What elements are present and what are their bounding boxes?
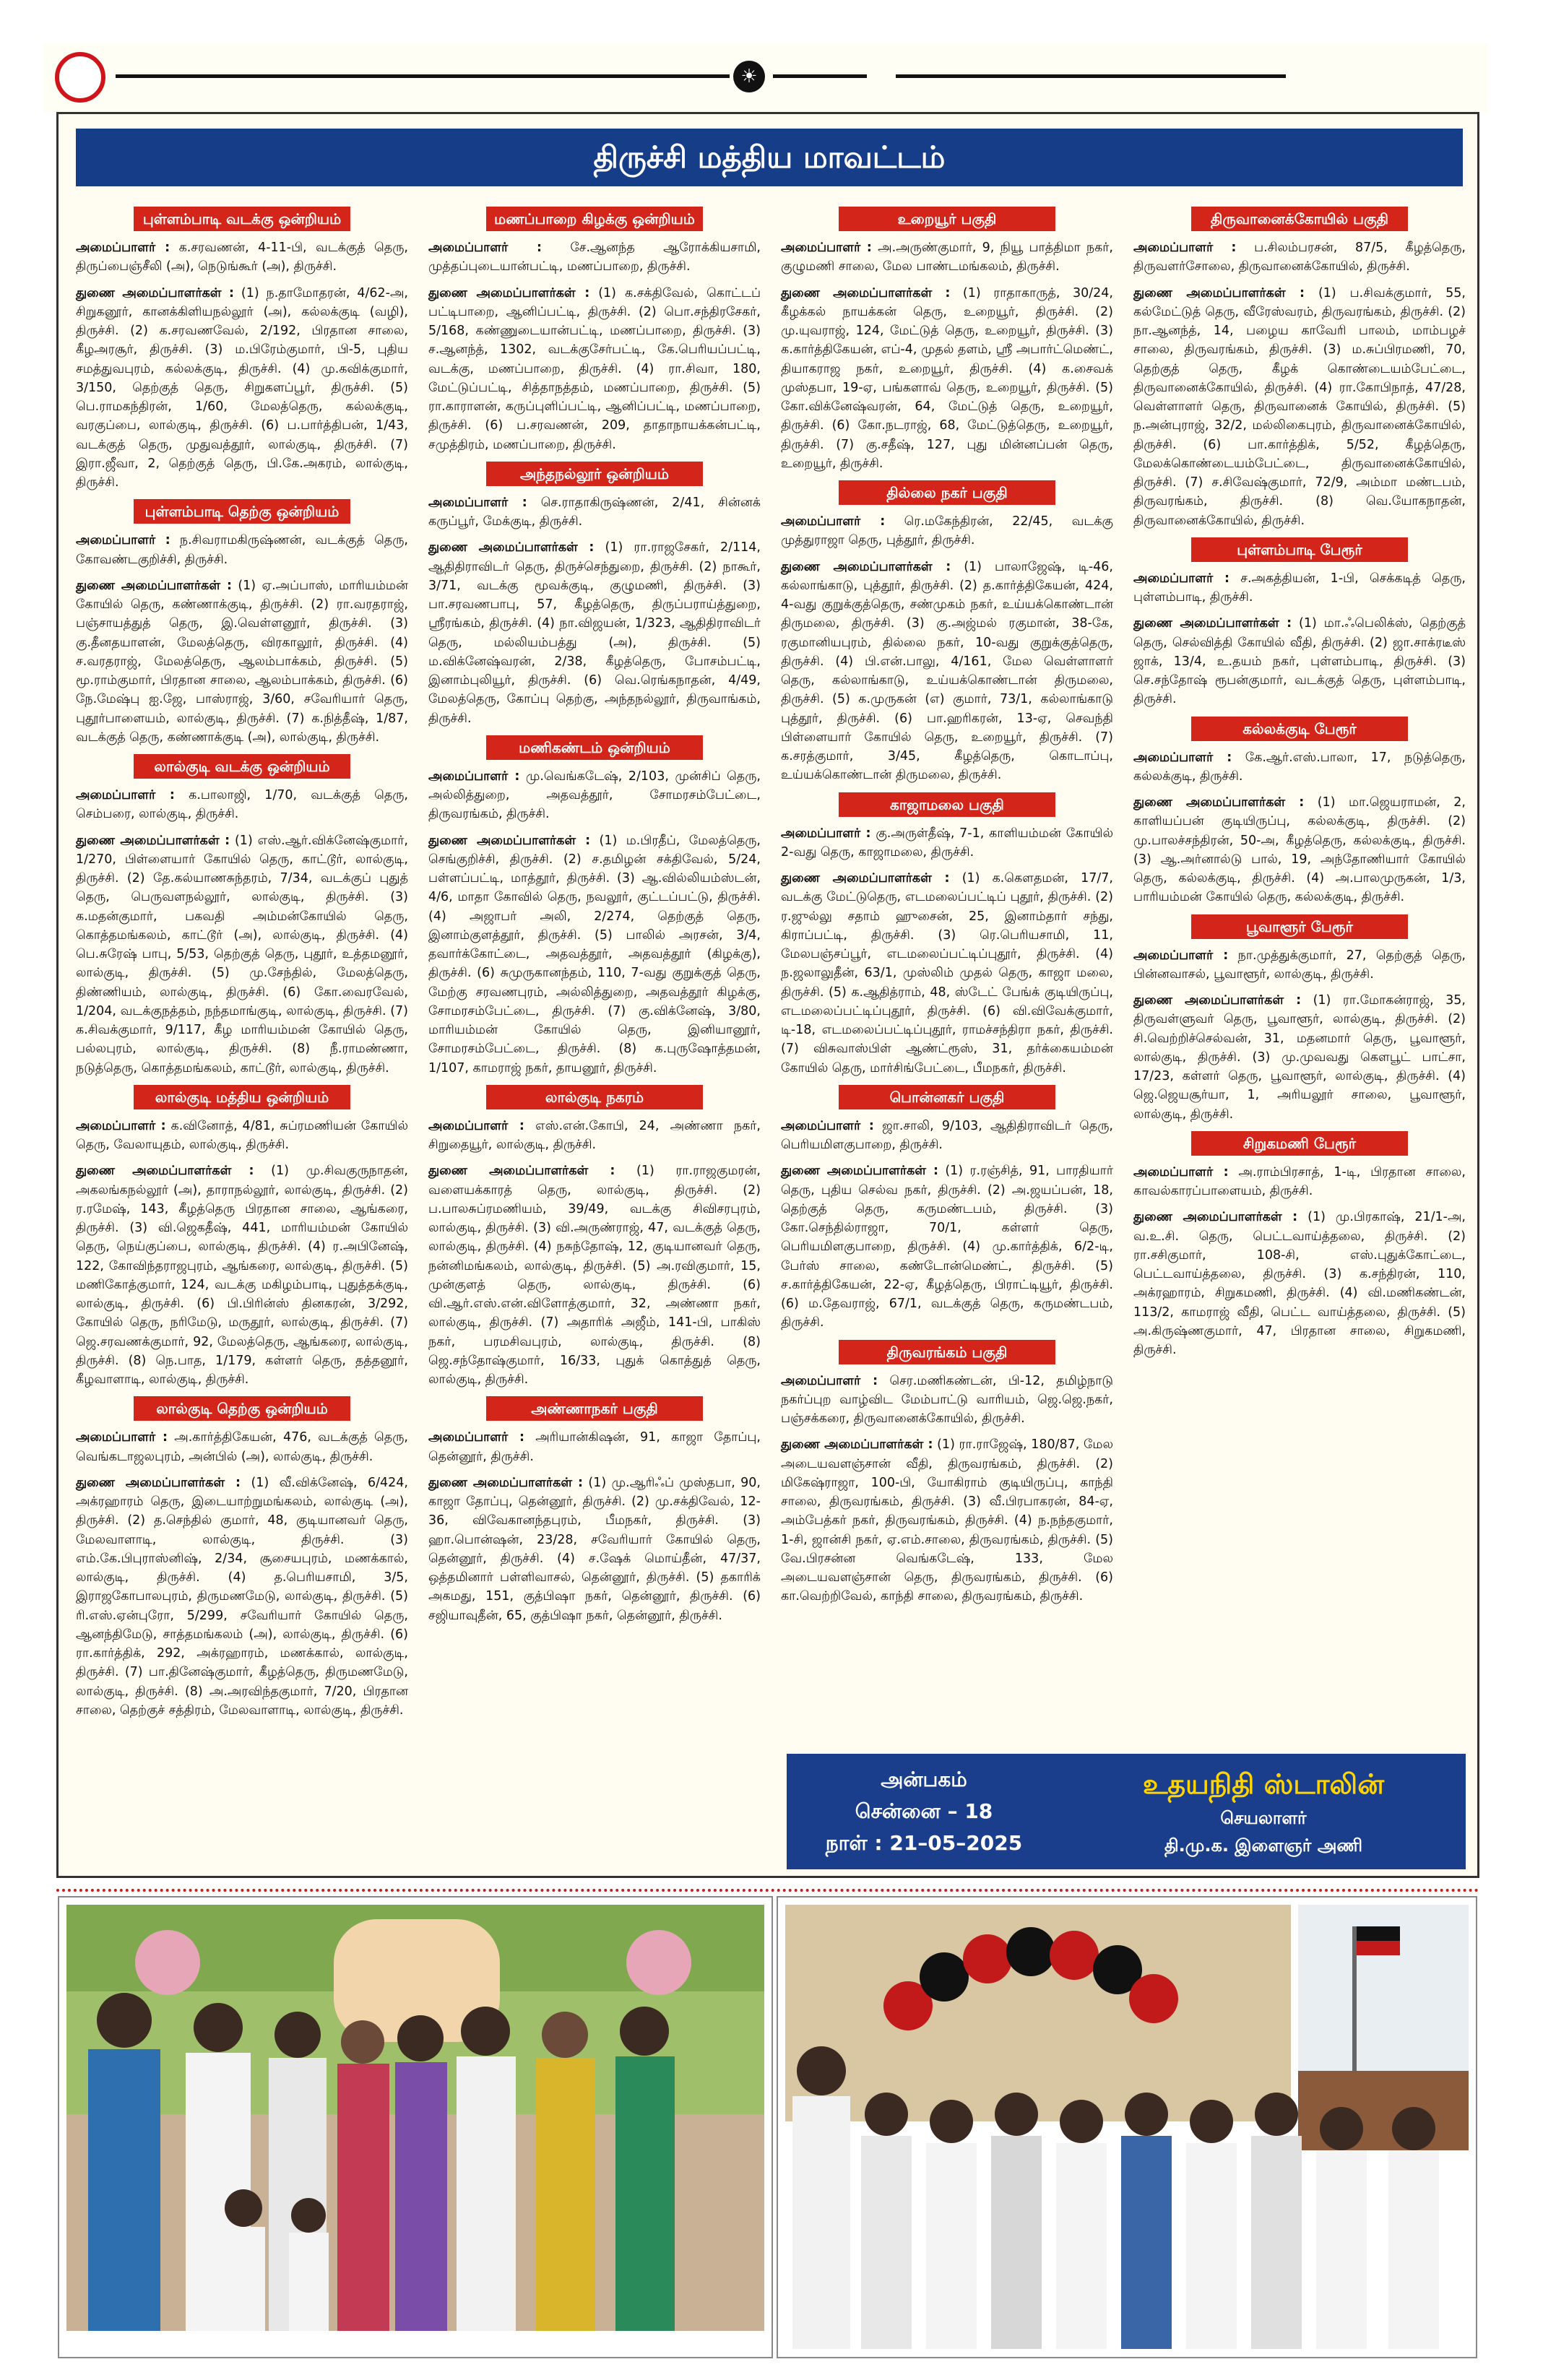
organizer-text: நா.முத்துக்குமார், 27, தெற்குத் தெரு, பின்னவாசல், பூவாளூர், லால்குடி, திருச்சி. bbox=[1133, 948, 1466, 982]
organizer-label: அமைப்பாளர் : bbox=[76, 1430, 168, 1445]
section-heading: லால்குடி மத்திய ஒன்றியம் bbox=[134, 1085, 350, 1109]
members-label: துணை அமைப்பாளர்கள் : bbox=[781, 1437, 933, 1453]
members-label: துணை அமைப்பாளர்கள் : bbox=[1133, 993, 1302, 1008]
organizer-label: அமைப்பாளர் : bbox=[1133, 750, 1232, 765]
members-text: (1) ந.தாமோதரன், 4/62-அ, சிறுகனூர், கானக்கிளியநல்லூர் (அ), கல்லக்குடி (வழி), திருச்சி. (2) க.சரவணவேல், 2/192, பிரதான சாலை, கீழஅரசூர், திருச்சி. (3) ம.பிரேம்குமார், பி-5, புதிய சமத்துவபுரம், கல்லக்குடி, திருச்சி. (4) மு.கவிக்குமார், 3/150, தெற்குத் தெரு, சிறுகளப்பூர், திருச்சி. (5) பெ.ராமகந்திரன், 1/60, மேலத்தெரு, கல்லக்குடி, வரகுப்பை, லால்குடி, திருச்சி. (6) ப.பார்த்திபன், 1/43, வடக்குத் தெரு, முதுவத்தூர், லால்குடி, திருச்சி. (7) இரா.ஜீவா, 2, தெற்குத் தெரு, பி.கே.அகரம், லால்குடி, திருச்சி. bbox=[76, 285, 408, 490]
column-2 bbox=[428, 202, 761, 1632]
section-heading: லால்குடி தெற்கு ஒன்றியம் bbox=[134, 1396, 350, 1421]
organizer-text: ப.சிலம்பரசன், 87/5, கீழத்தெரு, திருவளர்சோலை, திருவானைக்கோயில், திருச்சி. bbox=[1133, 241, 1466, 274]
section-heading: பூவாளூர் பேரூர் bbox=[1191, 914, 1408, 939]
deputy-organizers-entry bbox=[428, 1474, 761, 1625]
photo-inauguration bbox=[777, 1896, 1477, 2358]
masthead-rule bbox=[116, 74, 730, 78]
sender-address bbox=[787, 1754, 1061, 1869]
deputy-organizers-entry bbox=[76, 1161, 408, 1389]
office-name: அன்பகம் bbox=[881, 1767, 967, 1791]
members-text: (1) ரா.மோகன்ராஜ், 35, திருவள்ளுவர் தெரு, பூவாளூர், லால்குடி, திருச்சி. (2) சி.வெற்றிச்செல்வன், 31, மதனமார் தெரு, பூவாளூர், லால்குடி, திருச்சி. (3) மு.முவவது கௌபூட் பாட்சா, 17/23, கள்ளர் தெரு, பூவாளூர், லால்குடி, திருச்சி. (4) ஜெ.ஜெயசூர்யா, 1, அரியலூர் சாலை, பூவாளூர், லால்குடி, திருச்சி. bbox=[1133, 993, 1466, 1122]
section-heading: சிறுகமணி பேரூர் bbox=[1191, 1131, 1408, 1156]
column-3 bbox=[781, 202, 1113, 1614]
column-4 bbox=[1133, 202, 1466, 1367]
deputy-organizers-entry bbox=[428, 538, 761, 728]
deputy-organizers-entry bbox=[1133, 1208, 1466, 1359]
family-photo-image bbox=[59, 1897, 772, 2357]
section-heading: அண்ணாநகர் பகுதி bbox=[486, 1396, 703, 1421]
members-label: துணை அமைப்பாளர்கள் : bbox=[1133, 1210, 1298, 1225]
members-text: (1) மா.ஃபெலிக்ஸ், தெற்குத் தெரு, செல்வித்தி கோயில் வீதி, திருச்சி. (2) ஜா.சாக்ரடீஸ் ஜாக், 13/4, உ.தயம் நகர், புள்ளம்பாடி, திருச்சி. (3) செ.சந்தோஷ் ரூபன்குமார், வடக்குத் தெரு, புள்ளம்பாடி, திருச்சி. bbox=[1133, 616, 1466, 707]
organizer-label: அமைப்பாளர் : bbox=[428, 495, 527, 510]
deputy-organizers-entry bbox=[1133, 284, 1466, 530]
deputy-organizers-entry bbox=[428, 831, 761, 1078]
section-heading: கல்லக்குடி பேரூர் bbox=[1191, 717, 1408, 741]
members-label: துணை அமைப்பாளர்கள் : bbox=[76, 1164, 254, 1179]
deputy-organizers-entry bbox=[1133, 793, 1466, 907]
members-text: (1) க.கௌதமன், 17/7, வடக்கு மேட்டுதெரு, எடமலைப்பட்டிப் புதூர், திருச்சி. (2) ர.ஜுல்லு சதாம் ஹுசைன், 25, இனாம்தார் சந்து, கிராப்பட்டி, திருச்சி. (3) ரெ.பெரியசாமி, 11, மேலபஞ்சப்பூர், எடமலைப்பட்டிப்புதூர், திருச்சி. (4) ந.ஜலாலுதீன், 63/1, முஸ்லிம் முதல் தெரு, காஜா மலை, திருச்சி. (5) க.ஆதித்ராம், 48, ஸ்டேட் பேங்க் குடியிருப்பு, எடமலைப்பட்டிப்புதூர், திருச்சி. (6) வி.விவேக்குமார், டி-18, எடமலைப்பட்டிப்புதூர், ராமச்சந்திரா நகர், திருச்சி. (7) விசுவாஸ்பிள் ஆண்ட்ரூஸ், 31, தர்க்கையம்மன் கோயில் தெரு, மார்சிங்பேட்டை, பீமநகர், திருச்சி. bbox=[781, 871, 1113, 1076]
organizer-label: அமைப்பாளர் : bbox=[428, 241, 543, 255]
section-heading: லால்குடி வடக்கு ஒன்றியம் bbox=[134, 754, 350, 779]
deputy-organizers-entry bbox=[781, 558, 1113, 785]
photo-family-stage bbox=[58, 1896, 773, 2358]
section-divider bbox=[56, 1889, 1479, 1892]
section-heading: காஜாமலை பகுதி bbox=[839, 792, 1055, 817]
masthead-strip bbox=[43, 43, 1488, 112]
deputy-organizers-entry bbox=[781, 284, 1113, 474]
members-label: துணை அமைப்பாளர்கள் : bbox=[1133, 616, 1292, 631]
deputy-organizers-entry bbox=[428, 284, 761, 454]
deputy-organizers-entry bbox=[1133, 991, 1466, 1124]
organizer-entry bbox=[781, 1117, 1113, 1155]
organizer-entry bbox=[428, 767, 761, 824]
organizer-label: அமைப்பாளர் : bbox=[781, 1118, 874, 1133]
members-label: துணை அமைப்பாளர்கள் : bbox=[428, 1475, 584, 1490]
organizer-label: அமைப்பாளர் : bbox=[781, 514, 886, 529]
organizer-entry bbox=[428, 1117, 761, 1155]
organizer-label: அமைப்பாளர் : bbox=[1133, 571, 1229, 586]
masthead-rule bbox=[773, 74, 867, 78]
members-label: துணை அமைப்பாளர்கள் : bbox=[76, 285, 234, 300]
organizer-text: கு.அருள்தீஷ், 7-1, காளியம்மன் கோயில் 2-வது தெரு, காஜாமலை, திருச்சி. bbox=[781, 826, 1113, 860]
members-text: (1) ரா.ராஜேஷ், 180/87, மேல அடையவளஞ்சான் வீதி, திருவரங்கம், திருச்சி. (2) மிகேஷ்ராஜா, 100-பி, யோகிராம் குடியிருப்பு, காந்தி சாலை, திருவரங்கம், திருச்சி. (3) வீ.பிரபாகரன், 84-ஏ, அம்பேத்கர் நகர், திருவரங்கம், திருச்சி. (4) ந.நந்தகுமார், 1-சி, ஜான்சி நகர், ஏ.எம்.சாலை, திருவரங்கம், திருச்சி. (5) வே.பிரசன்ன வெங்கடேஷ், 133, மேல அடையவளஞ்சான் தெரு, திருவரங்கம், திருச்சி. (6) கா.வெற்றிவேல், காந்தி சாலை, திருவரங்கம், திருச்சி. bbox=[781, 1437, 1113, 1604]
signatory-role: செயலாளர் bbox=[1220, 1808, 1307, 1828]
section-heading: உறையூர் பகுதி bbox=[839, 207, 1055, 231]
notice-date: நாள் : 21–05–2025 bbox=[825, 1831, 1023, 1855]
members-text: (1) மா.ஜெயராமன், 2, காளியப்பன் குடியிருப்பு, கல்லக்குடி, திருச்சி. (2) மு.பாலச்சந்திரன், 50-அ, கீழத்தெரு, கல்லக்குடி, திருச்சி. (3) ஆ.அர்னால்டு பால், 19, அந்தோணியார் கோயில் தெரு, கல்லக்குடி, திருச்சி. (4) அ.பாலமுருகன், 1/3, பாரியம்மன் கோயில் தெரு, கல்லக்குடி, திருச்சி. bbox=[1133, 795, 1466, 905]
organizer-text: க.வினோத், 4/81, சுப்ரமணியன் கோயில் தெரு, வேலாயுதம், லால்குடி, திருச்சி. bbox=[76, 1118, 408, 1152]
organizer-text: எஸ்.என்.கோபி, 24, அண்ணா நகர், சிறுதையூர், லால்குடி, திருச்சி. bbox=[428, 1118, 761, 1152]
signatory-name: உதயநிதி ஸ்டாலின் bbox=[1142, 1767, 1385, 1800]
masthead-rule bbox=[896, 74, 1286, 78]
signature-block bbox=[787, 1754, 1466, 1869]
section-heading: புள்ளம்பாடி பேரூர் bbox=[1191, 537, 1408, 562]
organizer-label: அமைப்பாளர் : bbox=[781, 826, 871, 841]
deputy-organizers-entry bbox=[76, 1474, 408, 1720]
members-label: துணை அமைப்பாளர்கள் : bbox=[781, 871, 950, 886]
notice-title: திருச்சி மத்திய மாவட்டம் bbox=[76, 129, 1463, 186]
organizer-label: அமைப்பாளர் : bbox=[428, 769, 520, 784]
organizer-entry bbox=[781, 238, 1113, 277]
organizer-label: அமைப்பாளர் : bbox=[428, 1430, 524, 1445]
section-heading: புள்ளம்பாடி வடக்கு ஒன்றியம் bbox=[134, 207, 350, 231]
signatory-organisation: தி.மு.க. இளைஞர் அணி bbox=[1164, 1835, 1363, 1856]
organizer-text: மு.வெங்கடேஷ், 2/103, முன்சிப் தெரு, அல்லித்துறை, அதவத்தூர், சோமரசம்பேட்டை, திருவரங்கம், திருச்சி. bbox=[428, 769, 761, 822]
organizer-entry bbox=[1133, 946, 1466, 985]
deputy-organizers-entry bbox=[781, 869, 1113, 1078]
members-label: துணை அமைப்பாளர்கள் : bbox=[428, 285, 590, 300]
deputy-organizers-entry bbox=[781, 1161, 1113, 1332]
deputy-organizers-entry bbox=[76, 576, 408, 747]
members-label: துணை அமைப்பாளர்கள் : bbox=[1133, 795, 1305, 810]
section-heading: அந்தநல்லூர் ஒன்றியம் bbox=[486, 462, 703, 486]
office-city: சென்னை – 18 bbox=[855, 1799, 993, 1823]
organizer-label: அமைப்பாளர் : bbox=[781, 241, 872, 255]
section-heading: லால்குடி நகரம் bbox=[486, 1085, 703, 1109]
organizer-text: க.சரவணன், 4-11-பி, வடக்குத் தெரு, திருப்பைஞ்சீலி (அ), நெடுங்கூர் (அ), திருச்சி. bbox=[76, 241, 408, 274]
members-label: துணை அமைப்பாளர்கள் : bbox=[428, 833, 591, 848]
organizer-entry bbox=[1133, 748, 1466, 787]
organizer-label: அமைப்பாளர் : bbox=[428, 1118, 524, 1133]
organizer-entry bbox=[76, 786, 408, 824]
section-heading: மணப்பாறை கிழக்கு ஒன்றியம் bbox=[486, 207, 703, 231]
organizer-entry bbox=[76, 1428, 408, 1466]
members-text: (1) ரா.ராஜகுமரன், வளையக்காரத் தெரு, லால்குடி, திருச்சி. (2) ப.பாலசுப்ரமணியம், 39/49, வடக்கு சிவிசரபுரம், லால்குடி, திருச்சி. (3) வி.அருண்ராஜ், 47, வடக்குத் தெரு, லால்குடி, திருச்சி. (4) நசுந்தோஷ், 12, குடியானவர் தெரு, நன்னிமங்கலம், லால்குடி, திருச்சி. (5) அ.ரவிகுமார், 15, முன்குளத் தெரு, லால்குடி, திருச்சி. (6) வி.ஆர்.எஸ்.என்.விளோத்குமார், 32, அண்ணா நகர், லால்குடி, திருச்சி. (7) அதாரிக் அஜீம், 141-பி, பாகிஸ் நகர், பரமசிவபுரம், லால்குடி, திருச்சி. (8) ஜெ.சந்தோஷ்குமார், 16/33, புதுக் கொத்துத் தெரு, லால்குடி, திருச்சி. bbox=[428, 1164, 761, 1387]
organizer-label: அமைப்பாளர் : bbox=[76, 1118, 166, 1133]
members-text: (1) ம.பிரதீப், மேலத்தெரு, செங்குறிச்சி, திருச்சி. (2) ச.தமிழன் சக்திவேல், 5/24, பள்ளப்பட்டி, மாத்தூர், திருச்சி. (3) ஆ.வில்லியம்ஸ்டன், 4/6, மாதா கோவில் தெரு, நவலூர், குட்டப்பட்டு, திருச்சி. (4) அஜாபர் அலி, 2/274, தெற்குத் தெரு, இனாம்குளத்தூர், திருச்சி. (5) பாலில் அரசன், 3/4, தவார்க்கோட்டை, அதவத்தூர், அதவத்தூர் (கிழக்கு), திருச்சி. (6) சுமுருகானந்தம், 110, 7-வது குறுக்குத் தெரு, மேற்கு சரவணபுரம், அல்லித்துறை, அதவத்தூர் கிழக்கு, சோமரசம்பேட்டை, திருச்சி. (7) கு.விக்னேஷ், 3/80, மாரியம்மன் கோயில் தெரு, இனியானூர், சோமரசம்பேட்டை, திருச்சி. (8) க.புருஷோத்தமன், 1/107, காமராஜ் நகர், தாயனூர், திருச்சி. bbox=[428, 833, 761, 1076]
members-label: துணை அமைப்பாளர்கள் : bbox=[76, 578, 232, 593]
section-heading: மணிகண்டம் ஒன்றியம் bbox=[486, 735, 703, 760]
members-text: (1) ர.ரஞ்சித், 91, பாரதியார் தெரு, புதிய செல்வ நகர், திருச்சி. (2) அ.ஜயப்பன், 18, தெற்குத் தெரு, கருமண்டபம், திருச்சி. (3) கோ.செந்தில்ராஜா, 70/1, கள்ளர் தெரு, பெரியமிளகுபாறை, திருச்சி. (4) மு.கார்த்திக், 6/2-டி, பேர்ஸ் சாலை, கண்டோன்மெண்ட், திருச்சி. (5) ச.கார்த்திகேயன், 22-ஏ, கீழத்தெரு, பிராட்டியூர், திருச்சி. (6) ம.தேவராஜ், 67/1, வடக்குத் தெரு, கருமண்டபம், திருச்சி. bbox=[781, 1164, 1113, 1330]
members-text: (1) ரா.ராஜசேகர், 2/114, ஆதிதிராவிடர் தெரு, திருச்செந்துறை, திருச்சி. (2) நாகூர், 3/71, வடக்கு மூவக்குடி, குழுமணி, திருச்சி. (3) பா.சரவணபாபு, 57, கீழத்தெரு, திருப்பராய்த்துறை, ஸ்ரீரங்கம், திருச்சி. (4) நா.விஜயன், 1/323, ஆதிதிராவிடர் தெரு, மல்லியம்பத்து (அ), திருச்சி. (5) ம.விக்னேஷ்வரன், 2/38, கீழத்தெரு, போசம்பட்டி, இனாம்புலியூர், திருச்சி. (6) வெ.ரெங்கநாதன், 4/49, மேலத்தெரு, கோப்பு தெற்கு, அந்தநல்லூர், திருவாங்கம், திருச்சி. bbox=[428, 540, 761, 726]
section-heading: திருவரங்கம் பகுதி bbox=[839, 1340, 1055, 1364]
inauguration-photo-image bbox=[778, 1897, 1476, 2357]
organizer-label: அமைப்பாளர் : bbox=[76, 788, 175, 802]
organizer-entry bbox=[1133, 1163, 1466, 1201]
members-text: (1) ஏ.அப்பாஸ், மாரியம்மன் கோயில் தெரு, கண்ணாக்குடி, திருச்சி. (2) ரா.வரதராஜ், பஞ்சாயத்துத் தெரு, இ.வெள்ளனூர், திருச்சி. (3) கு.தீனதயாளன், மேலத்தெரு, விரகாலூர், திருச்சி. (4) ச.வரதராஜ், மேலத்தெரு, ஆலம்பாக்கம், திருச்சி. (5) மூ.ராம்குமார், பிரதான சாலை, ஆலம்பாக்கம், திருச்சி. (6) நே.மேஷ்பு ஐ.ஜே, பாஸ்ராஜ், 3/60, சவேரியார் தெரு, புதூர்பாளையம், லால்குடி, திருச்சி. (7) க.நித்தீஷ், 1/87, வடக்குத் தெரு, கண்ணாக்குடி (அ), லால்குடி, திருச்சி. bbox=[76, 578, 408, 745]
organizer-text: ரெ.மகேந்திரன், 22/45, வடக்கு முத்துராஜா தெரு, புத்தூர், திருச்சி. bbox=[781, 514, 1113, 548]
deputy-organizers-entry bbox=[76, 284, 408, 493]
members-text: (1) வீ.விக்னேஷ், 6/424, அக்ரஹாரம் தெரு, இடையாற்றுமங்கலம், லால்குடி (அ), திருச்சி. (2) த.செந்தில் குமார், 48, குடியானவர் தெரு, மேலவாளாடி, லால்குடி, திருச்சி. (3) எம்.கே.பிபுராஸ்னிஷ், 2/34, சூசையபுரம், மணக்கால், லால்குடி, திருச்சி. (4) த.பெரியசாமி, 3/5, இராஜகோபாலபுரம், திருமணமேடு, லால்குடி, திருச்சி. (5) ரி.எஸ்.ஏன்புரோ, 5/299, சவேரியார் கோயில் தெரு, ஆனந்திமேடு, சாத்தமங்கலம் (அ), லால்குடி, திருச்சி. (6) ரா.கார்த்திக், 292, அக்ரஹாரம், மணக்கால், லால்குடி, திருச்சி. (7) பா.தினேஷ்குமார், கீழத்தெரு, திருமணமேடு, லால்குடி, திருச்சி. (8) அ.அரவிந்தகுமார், 7/20, பிரதான சாலை, தெற்குச் சத்திரம், மேலவாளாடி, லால்குடி, திருச்சி. bbox=[76, 1475, 408, 1718]
organizer-entry bbox=[1133, 569, 1466, 607]
organizer-entry bbox=[428, 238, 761, 277]
organizer-label: அமைப்பாளர் : bbox=[1133, 1164, 1229, 1180]
members-text: (1) ராதாகாருத், 30/24, கீழக்கல் நாயக்கன் தெரு, உறையூர், திருச்சி. (2) மு.யுவராஜ், 124, மேட்டுத் தெரு, உறையூர், திருச்சி. (3) க.கார்த்திகேயன், எப்-4, முதல் தளம், ஸ்ரீ அபார்ட்மெண்ட், தியாகராஜ நகர், உறையூர், திருச்சி. (4) க.சைவக் முஸ்தபா, 19-ஏ, பங்களாவ் தெரு, உறையூர், திருச்சி. (5) கோ.விக்னேஷ்வரன், 64, மேட்டுத் தெரு, உறையூர், திருச்சி. (6) கோ.நடராஜ், 68, மேட்டுத்தெரு, உறையூர், திருச்சி. (7) கு.சதீஷ், 127, புது மின்னப்பன் தெரு, உறையூர், திருச்சி. bbox=[781, 285, 1113, 471]
deputy-organizers-entry bbox=[428, 1161, 761, 1389]
organizer-text: அ.ராம்பிரசாத், 1-டி, பிரதான சாலை, காவல்காரப்பாளையம், திருச்சி. bbox=[1133, 1164, 1466, 1198]
organizer-label: அமைப்பாளர் : bbox=[1133, 241, 1237, 255]
sun-emblem-icon: ☀ bbox=[733, 61, 765, 92]
organizer-text: செர.மணிகண்டன், பி-12, தமிழ்நாடு நகர்ப்புற வாழ்விட மேம்பாட்டு வாரியம், ஜெ.ஜெ.நகர், பஞ்சக்கரை, திருவானைக்கோயில், திருச்சி. bbox=[781, 1373, 1113, 1426]
members-label: துணை அமைப்பாளர்கள் : bbox=[76, 1475, 241, 1490]
page-circle-icon bbox=[55, 52, 105, 103]
members-text: (1) எஸ்.ஆர்.விக்னேஷ்குமார், 1/270, பிள்ளையார் கோயில் தெரு, காட்டூர், லால்குடி, திருச்சி. (2) தே.கல்யாணசுந்தரம், 7/34, வடக்குப் புதுத் தெரு, பெருவளநல்லூர், லால்குடி, திருச்சி. (3) க.மதன்குமார், பகவதி அம்மன்கோயில் தெரு, கொத்தமங்கலம், காட்டூர் (அ), லால்குடி, திருச்சி. (4) பெ.சுரேஷ் பாபு, 5/53, தெற்குத் தெரு, புதூர், உத்தமனூர், லால்குடி, திருச்சி. (5) மு.சேந்தில், மேலத்தெரு, திண்ணியம், லால்குடி, திருச்சி. (6) கோ.வைரவேல், 1/204, வடக்குநத்தம், நந்தமாங்குடி, லால்குடி, திருச்சி. (7) க.சிவக்குமார், 9/117, கீழ மாரியம்மன் கோயில் தெரு, பல்லபுரம், லால்குடி, திருச்சி. (8) நீ.ராமண்ணா, நடுத்தெரு, கொத்தமங்கலம், காட்டூர், லால்குடி, திருச்சி. bbox=[76, 833, 408, 1076]
signatory bbox=[1061, 1754, 1466, 1869]
section-heading: புள்ளம்பாடி தெற்கு ஒன்றியம் bbox=[134, 499, 350, 524]
members-label: துணை அமைப்பாளர்கள் : bbox=[428, 1164, 615, 1179]
deputy-organizers-entry bbox=[781, 1435, 1113, 1606]
organizer-entry bbox=[781, 1372, 1113, 1429]
organizer-entry bbox=[781, 824, 1113, 862]
organizer-text: அ.அருண்குமார், 9, நியூ பாத்திமா நகர், குழுமணி சாலை, மேல பாண்டமங்கலம், திருச்சி. bbox=[781, 241, 1113, 274]
organizer-entry bbox=[428, 493, 761, 532]
members-label: துணை அமைப்பாளர்கள் : bbox=[781, 1164, 938, 1179]
organizer-text: ந.சிவராமகிருஷ்ணன், வடக்குத் தெரு, கோவண்டகுறிச்சி, திருச்சி. bbox=[76, 533, 408, 567]
organizer-text: அ.கார்த்திகேயன், 476, வடக்குத் தெரு, வெங்கடாஜலபுரம், அன்பில் (அ), லால்குடி, திருச்சி. bbox=[76, 1430, 408, 1464]
members-label: துணை அமைப்பாளர்கள் : bbox=[428, 540, 595, 555]
organizer-text: செ.ராதாகிருஷ்ணன், 2/41, சின்னக் கருப்பூர், மேக்குடி, திருச்சி. bbox=[428, 495, 761, 529]
members-label: துணை அமைப்பாளர்கள் : bbox=[781, 285, 951, 300]
deputy-organizers-entry bbox=[1133, 614, 1466, 709]
appointment-notice bbox=[56, 112, 1479, 1878]
organizer-entry bbox=[76, 1117, 408, 1155]
members-text: (1) ப.சிவக்குமார், 55, கல்மேட்டுத் தெரு, வீரேஸ்வரம், திருவரங்கம், திருச்சி. (2) நா.ஆனந்த், 14, பழைய காவேரி பாலம், மாம்பழச் சாலை, திருவரங்கம், திருச்சி. (3) ம.சுப்பிரமணி, 70, தெற்குத் தெரு, கீழக் கொண்டையம்பேட்டை, திருவானைக்கோயில், திருச்சி. (4) ரா.கோபிநாத், 47/28, வெள்ளாளர் தெரு, திருவானைக் கோயில், திருச்சி. (5) ந.அன்புராஜ், 32/2, மல்லிகைபுரம், திருவானைக்கோயில், திருச்சி. (6) பா.கார்த்திக், 5/52, கீழத்தெரு, மேலக்கொண்டையம்பேட்டை, திருவானைக்கோயில், திருச்சி. (7) ச.சிவேஷ்குமார், 72/9, அம்மா மண்டபம், திருவரங்கம், திருச்சி. (8) வெ.யோகநாதன், திருவானைக்கோயில், திருச்சி. bbox=[1133, 285, 1466, 528]
column-1 bbox=[76, 202, 408, 1727]
members-text: (1) மு.சிவகுருநாதன், அகலங்கநல்லூர் (அ), தாராநல்லூர், லால்குடி, திருச்சி. (2) ர.ரமேஷ், 143, கீழத்தெரு பிரதான சாலை, ஆங்கரை, திருச்சி. (3) வி.ஜெகதீஷ், 441, மாரியம்மன் கோயில் தெரு, நெய்குப்பை, லால்குடி, திருச்சி. (4) ர.அபினேஷ், 122, கோவிந்தராஜபுரம், ஆங்கரை, லால்குடி, திருச்சி. (5) மணிகோத்குமார், 124, வடக்கு மகிழம்பாடி, புதுத்தக்குடி, லால்குடி, திருச்சி. (6) பி.பிரின்ஸ் தினகரன், 3/292, கோயில் தெரு, நரிமேடு, மருதூர், லால்குடி, திருச்சி. (7) ஜெ.சரவணக்குமார், 92, மேலத்தெரு, ஆங்கரை, லால்குடி, திருச்சி. (8) நெ.பாத, 1/179, கள்ளர் தெரு, தத்தனூர், கீழவாளாடி, லால்குடி, திருச்சி. bbox=[76, 1164, 408, 1387]
organizer-label: அமைப்பாளர் : bbox=[781, 1373, 878, 1388]
organizer-text: க.பாலாஜி, 1/70, வடக்குத் தெரு, செம்பரை, லால்குடி, திருச்சி. bbox=[76, 788, 408, 822]
members-text: (1) மு.பிரகாஷ், 21/1-அ, வ.உ.சி. தெரு, பெட்டவாய்த்தலை, திருச்சி. (2) ரா.சசிகுமார், 108-சி, எஸ்.புதுக்கோட்டை, பெட்டவாய்த்தலை, திருச்சி. (3) க.சந்திரன், 110, அக்ரஹாரம், சிறுகமணி, திருச்சி. (4) வி.மணிகண்டன், 113/2, காமராஜ் வீதி, பெட்ட வாய்த்தலை, திருச்சி. (5) அ.கிருஷ்ணகுமார், 47, பிரதான சாலை, சிறுகமணி, திருச்சி. bbox=[1133, 1210, 1466, 1357]
organizer-entry bbox=[76, 238, 408, 277]
members-label: துணை அமைப்பாளர்கள் : bbox=[1133, 285, 1305, 300]
members-text: (1) மு.ஆரிஃப் முஸ்தபா, 90, காஜா தோப்பு, தென்னூர், திருச்சி. (2) மு.சக்திவேல், 12-36, விவேகானந்தபுரம், பீமநகர், திருச்சி. (3) ஹா.பொன்ஷன், 23/28, சவேரியார் கோயில் தெரு, தென்னூர், திருச்சி. (4) ச.ஷேக் மொய்தீன், 47/37, ஒத்தமினார் பள்ளிவாசல், தென்னூர், திருச்சி. (5) தகாரிக் அகமது, 151, குத்பிஷா நகர், தென்னூர், திருச்சி. (6) சஜியாவுதீன், 65, குத்பிஷா நகர், தென்னூர், திருச்சி. bbox=[428, 1475, 761, 1623]
organizer-text: கே.ஆர்.எஸ்.பாலா, 17, நடுத்தெரு, கல்லக்குடி, திருச்சி. bbox=[1133, 750, 1466, 784]
organizer-entry bbox=[1133, 238, 1466, 277]
members-text: (1) க.சக்திவேல், கொட்டப் பட்டிபாறை, ஆனிப்பட்டி, திருச்சி. (2) பொ.சந்திரசேகர், 5/168, கண்ணுடையான்பட்டி, மணப்பாறை, திருச்சி. (3) ச.ஆனந்த், 1302, வடக்குசேர்பட்டி, கே.பெரியப்பட்டி, வடக்கு, மணப்பாறை, திருச்சி. (4) ரா.சிவா, 180, மேட்டுப்பட்டி, சித்தாநத்தம், மணப்பாறை, திருச்சி. (5) ரா.காராளன், கருப்புளிப்பட்டி, ஆனிப்பட்டி, மணப்பாறை, திருச்சி. (6) ப.சரவணன், 209, தாதாநாயக்கன்பட்டி, சமுத்திரம், மணப்பாறை, திருச்சி. bbox=[428, 285, 761, 452]
organizer-entry bbox=[76, 531, 408, 569]
organizer-text: ஜா.சாலி, 9/103, ஆதிதிராவிடர் தெரு, பெரியமிளகுபாறை, திருச்சி. bbox=[781, 1118, 1113, 1152]
organizer-label: அமைப்பாளர் : bbox=[1133, 948, 1229, 963]
section-heading: தில்லை நகர் பகுதி bbox=[839, 480, 1055, 505]
section-heading: திருவானைக்கோயில் பகுதி bbox=[1191, 207, 1408, 231]
organizer-text: சே.ஆனந்த ஆரோக்கியசாமி, முத்தப்புடையான்பட்டி, மணப்பாறை, திருச்சி. bbox=[428, 241, 761, 274]
organizer-entry bbox=[428, 1428, 761, 1466]
organizer-label: அமைப்பாளர் : bbox=[76, 533, 170, 548]
members-label: துணை அமைப்பாளர்கள் : bbox=[781, 559, 951, 574]
organizer-label: அமைப்பாளர் : bbox=[76, 241, 170, 255]
organizer-text: அரியான்கிஷன், 91, காஜா தோப்பு, தென்னூர், திருச்சி. bbox=[428, 1430, 761, 1464]
members-label: துணை அமைப்பாளர்கள் : bbox=[76, 833, 230, 848]
organizer-entry bbox=[781, 512, 1113, 550]
organizer-text: ச.அகத்தியன், 1-பி, செக்கடித் தெரு, புள்ளம்பாடி, திருச்சி. bbox=[1133, 571, 1466, 605]
members-text: (1) பாலாஜேஷ், டி-46, கல்லாங்காடு, புத்தூர், திருச்சி. (2) த.கார்த்திகேயன், 424, 4-வது குறுக்குத்தெரு, சண்முகம் நகர், உய்யக்கொண்டான் திருமலை, திருச்சி. (3) கு.அஜ்மல் ரகுமான், 38-கே, ரகுமானியபுரம், தில்லை நகர், 10-வது குறுக்குத்தெரு, திருச்சி. (4) பி.என்.பாலு, 4/161, மேல வெள்ளாளர் தெரு, கல்லாங்காடு, உய்யக்கொண்டான் திருமலை, திருச்சி. (5) க.முருகன் (எ) குமார், 73/1, கல்லாங்காடு புத்தூர், திருச்சி. (6) பா.ஹரிகரன், 13-ஏ, செவந்தி பிள்ளையார் கோயில் தெரு, உறையூர், திருச்சி. (7) க.சரத்குமார், 3/45, கீழத்தெரு, கொடாப்பு, உய்யக்கொண்டான் திருமலை, திருச்சி. bbox=[781, 559, 1113, 783]
section-heading: பொன்னகர் பகுதி bbox=[839, 1085, 1055, 1109]
deputy-organizers-entry bbox=[76, 831, 408, 1078]
